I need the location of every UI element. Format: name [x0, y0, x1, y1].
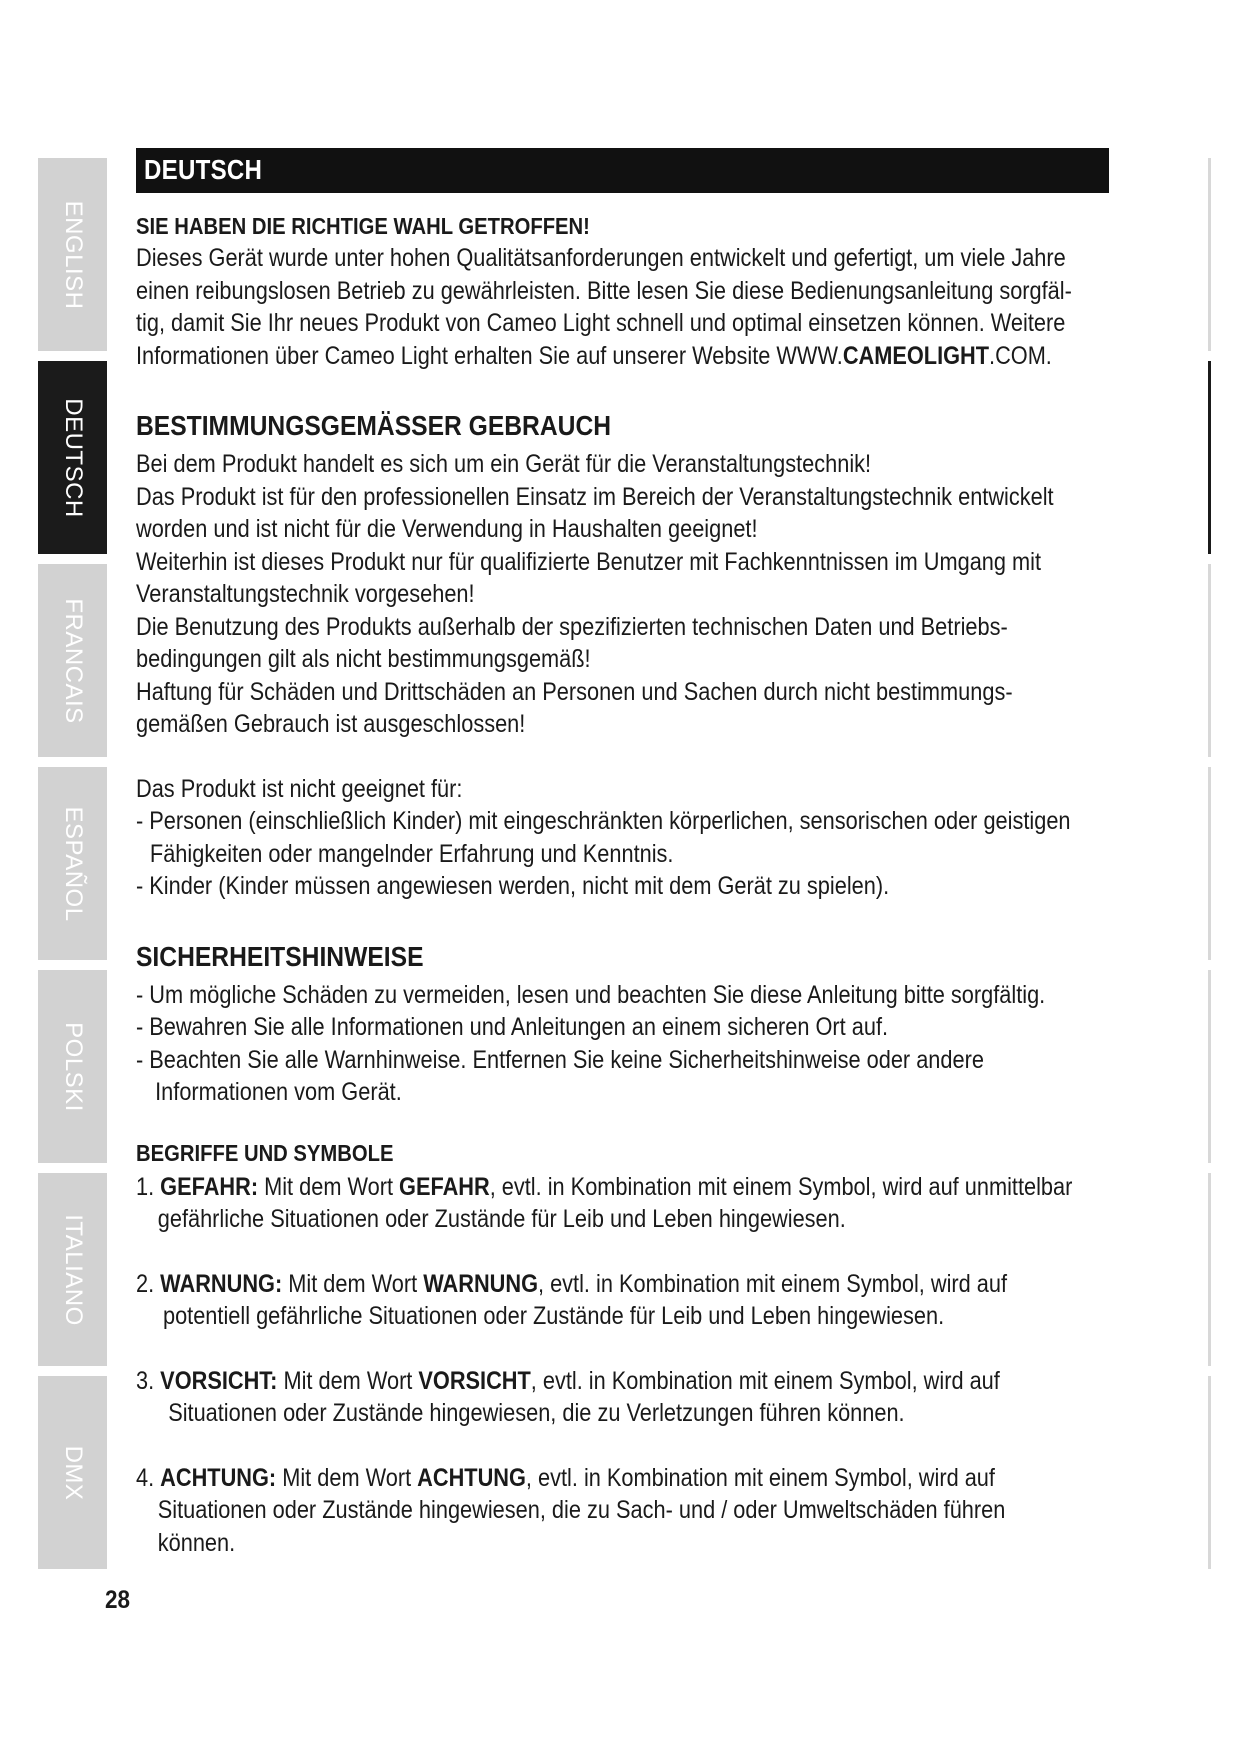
text-fragment: Mit dem Wort	[276, 1463, 418, 1492]
signal-word: ACHTUNG	[417, 1463, 526, 1492]
terms-item-line	[136, 1462, 993, 1495]
side-tab-label: DEUTSCH	[59, 397, 87, 518]
text-line: gemäßen Gebrauch ist ausgeschlossen!	[136, 710, 526, 738]
text-fragment: Mit dem Wort	[258, 1172, 400, 1201]
right-edge-marker	[1208, 564, 1211, 757]
side-tab-label: POLSKI	[59, 1021, 87, 1112]
signal-word-label: ACHTUNG:	[160, 1463, 277, 1492]
main-content	[136, 212, 1121, 1559]
text-line: Bei dem Produkt handelt es sich um ein Gerät für die Veranstaltungstechnik!	[136, 450, 872, 478]
side-tab-label: ESPAÑOL	[59, 805, 87, 922]
list-item	[136, 805, 1121, 870]
text-line: bedingungen gilt als nicht bestimmungsgemäß!	[136, 645, 591, 673]
text-fragment: .COM.	[989, 341, 1052, 370]
not-suitable-intro: Das Produkt ist nicht geeignet für:	[136, 774, 463, 803]
signal-word-label: GEFAHR:	[160, 1172, 259, 1201]
side-tab-polski[interactable]	[38, 970, 107, 1163]
side-tab-label: ENGLISH	[59, 200, 87, 309]
section-banner	[136, 148, 1109, 193]
side-tab-italiano[interactable]	[38, 1173, 107, 1366]
terms-item-line: können.	[157, 1528, 236, 1557]
text-fragment: Mit dem Wort	[277, 1366, 419, 1395]
text-fragment: , evtl. in Kombination mit einem Symbol, wird auf	[525, 1463, 995, 1492]
usage-paragraph	[136, 448, 1121, 741]
text-fragment: , evtl. in Kombination mit einem Symbol, wird auf	[530, 1366, 1000, 1395]
text-line: Das Produkt ist für den professionellen Einsatz im Bereich der Veranstaltungstechnik entwickelt	[136, 482, 1054, 511]
side-tab-label: ITALIANO	[59, 1213, 87, 1326]
page-number: 28	[105, 1586, 131, 1614]
item-number: 1.	[136, 1172, 161, 1201]
brand-name: CAMEOLIGHT	[842, 341, 990, 370]
side-tab-espanol[interactable]	[38, 767, 107, 960]
signal-word-label: VORSICHT:	[160, 1366, 278, 1395]
intro-paragraph	[136, 242, 1121, 372]
terms-item-vorsicht	[136, 1365, 1121, 1430]
text-line	[136, 340, 1052, 373]
item-number: 2.	[136, 1269, 161, 1298]
text-fragment: Informationen über Cameo Light erhalten Sie auf unserer Website WWW.	[136, 341, 843, 370]
terms-list	[136, 1171, 1121, 1560]
signal-word-label: WARNUNG:	[160, 1269, 283, 1298]
terms-item-line	[136, 1268, 1008, 1301]
right-edge-marker	[1208, 970, 1211, 1163]
text-line: Haftung für Schäden und Drittschäden an Personen und Sachen durch nicht bestimmungs-	[136, 677, 1013, 706]
terms-item-warnung	[136, 1268, 1121, 1333]
side-tab-dmx[interactable]	[38, 1376, 107, 1569]
right-edge-marker	[1208, 1376, 1211, 1569]
intro-heading: SIE HABEN DIE RICHTIGE WAHL GETROFFEN!	[136, 213, 590, 239]
side-tab-english[interactable]	[38, 158, 107, 351]
list-item-line: - Kinder (Kinder müssen angewiesen werden, nicht mit dem Gerät zu spielen).	[136, 872, 890, 900]
side-tab-deutsch[interactable]	[38, 361, 107, 554]
list-item-line: Fähigkeiten oder mangelnder Erfahrung und Kenntnis.	[149, 839, 674, 868]
terms-item-line: Situationen oder Zustände hingewiesen, die zu Sach- und / oder Umweltschäden führen	[157, 1496, 1006, 1524]
side-tab-label: FRANCAIS	[59, 597, 87, 724]
side-tab-label: DMX	[59, 1445, 87, 1500]
list-item	[136, 1011, 1121, 1044]
list-item-line: - Personen (einschließlich Kinder) mit eingeschränkten körperlichen, sensorischen oder geistigen	[136, 807, 1071, 835]
side-tab-francais[interactable]	[38, 564, 107, 757]
text-line: Weiterhin ist dieses Produkt nur für qualifizierte Benutzer mit Fachkenntnissen im Umgang mit	[136, 547, 1042, 576]
list-item-line: - Beachten Sie alle Warnhinweise. Entfernen Sie keine Sicherheitshinweise oder andere	[136, 1045, 984, 1074]
text-line: Veranstaltungstechnik vorgesehen!	[136, 580, 475, 608]
safety-heading: SICHERHEITSHINWEISE	[136, 940, 424, 972]
list-item-line: - Um mögliche Schäden zu vermeiden, lesen und beachten Sie diese Anleitung bitte sorgfältig.	[136, 980, 1046, 1009]
right-edge-marker	[1208, 1173, 1211, 1366]
not-suitable-list	[136, 805, 1121, 903]
signal-word: VORSICHT	[418, 1366, 531, 1395]
section-banner-title: DEUTSCH	[144, 154, 263, 185]
list-item	[136, 870, 1121, 903]
list-item-line: Informationen vom Gerät.	[155, 1078, 402, 1106]
usage-heading: BESTIMMUNGSGEMÄSSER GEBRAUCH	[136, 410, 612, 441]
terms-item-line: gefährliche Situationen oder Zustände für Leib und Leben hingewiesen.	[157, 1205, 846, 1233]
text-fragment: , evtl. in Kombination mit einem Symbol, wird auf	[537, 1269, 1008, 1298]
terms-item-line: potentiell gefährliche Situationen oder Zustände für Leib und Leben hingewiesen.	[162, 1302, 945, 1330]
text-fragment: Mit dem Wort	[282, 1269, 424, 1298]
text-line: Dieses Gerät wurde unter hohen Qualitätsanforderungen entwickelt und gefertigt, um viele Jahre	[136, 244, 1066, 272]
text-line: worden und ist nicht für die Verwendung in Haushalten geeignet!	[136, 515, 758, 543]
terms-item-gefahr	[136, 1171, 1121, 1236]
terms-item-line: Situationen oder Zustände hingewiesen, die zu Verletzungen führen können.	[168, 1399, 905, 1427]
text-line: einen reibungslosen Betrieb zu gewährleisten. Bitte lesen Sie diese Bedienungsanleitung sorgfäl-	[136, 276, 1072, 305]
right-edge-marker	[1208, 767, 1211, 960]
text-fragment: , evtl. in Kombination mit einem Symbol, wird auf unmittelbar	[489, 1172, 1073, 1201]
text-line: Die Benutzung des Produkts außerhalb der spezifizierten technischen Daten und Betriebs-	[136, 612, 1008, 641]
terms-item-line	[136, 1365, 1000, 1398]
item-number: 4.	[136, 1463, 161, 1492]
list-item	[136, 979, 1121, 1012]
safety-list	[136, 979, 1121, 1109]
right-edge-marker	[1208, 158, 1211, 351]
right-edge-marker-active	[1208, 361, 1211, 554]
signal-word: WARNUNG	[423, 1269, 538, 1298]
list-item-line: - Bewahren Sie alle Informationen und Anleitungen an einem sicheren Ort auf.	[136, 1013, 889, 1041]
terms-item-achtung	[136, 1462, 1121, 1560]
item-number: 3.	[136, 1366, 161, 1395]
text-line: tig, damit Sie Ihr neues Produkt von Cameo Light schnell und optimal einsetzen können. Weitere	[136, 309, 1066, 337]
terms-heading: BEGRIFFE UND SYMBOLE	[136, 1139, 394, 1166]
terms-item-line	[136, 1171, 1073, 1204]
signal-word: GEFAHR	[399, 1172, 490, 1201]
list-item	[136, 1044, 1121, 1109]
